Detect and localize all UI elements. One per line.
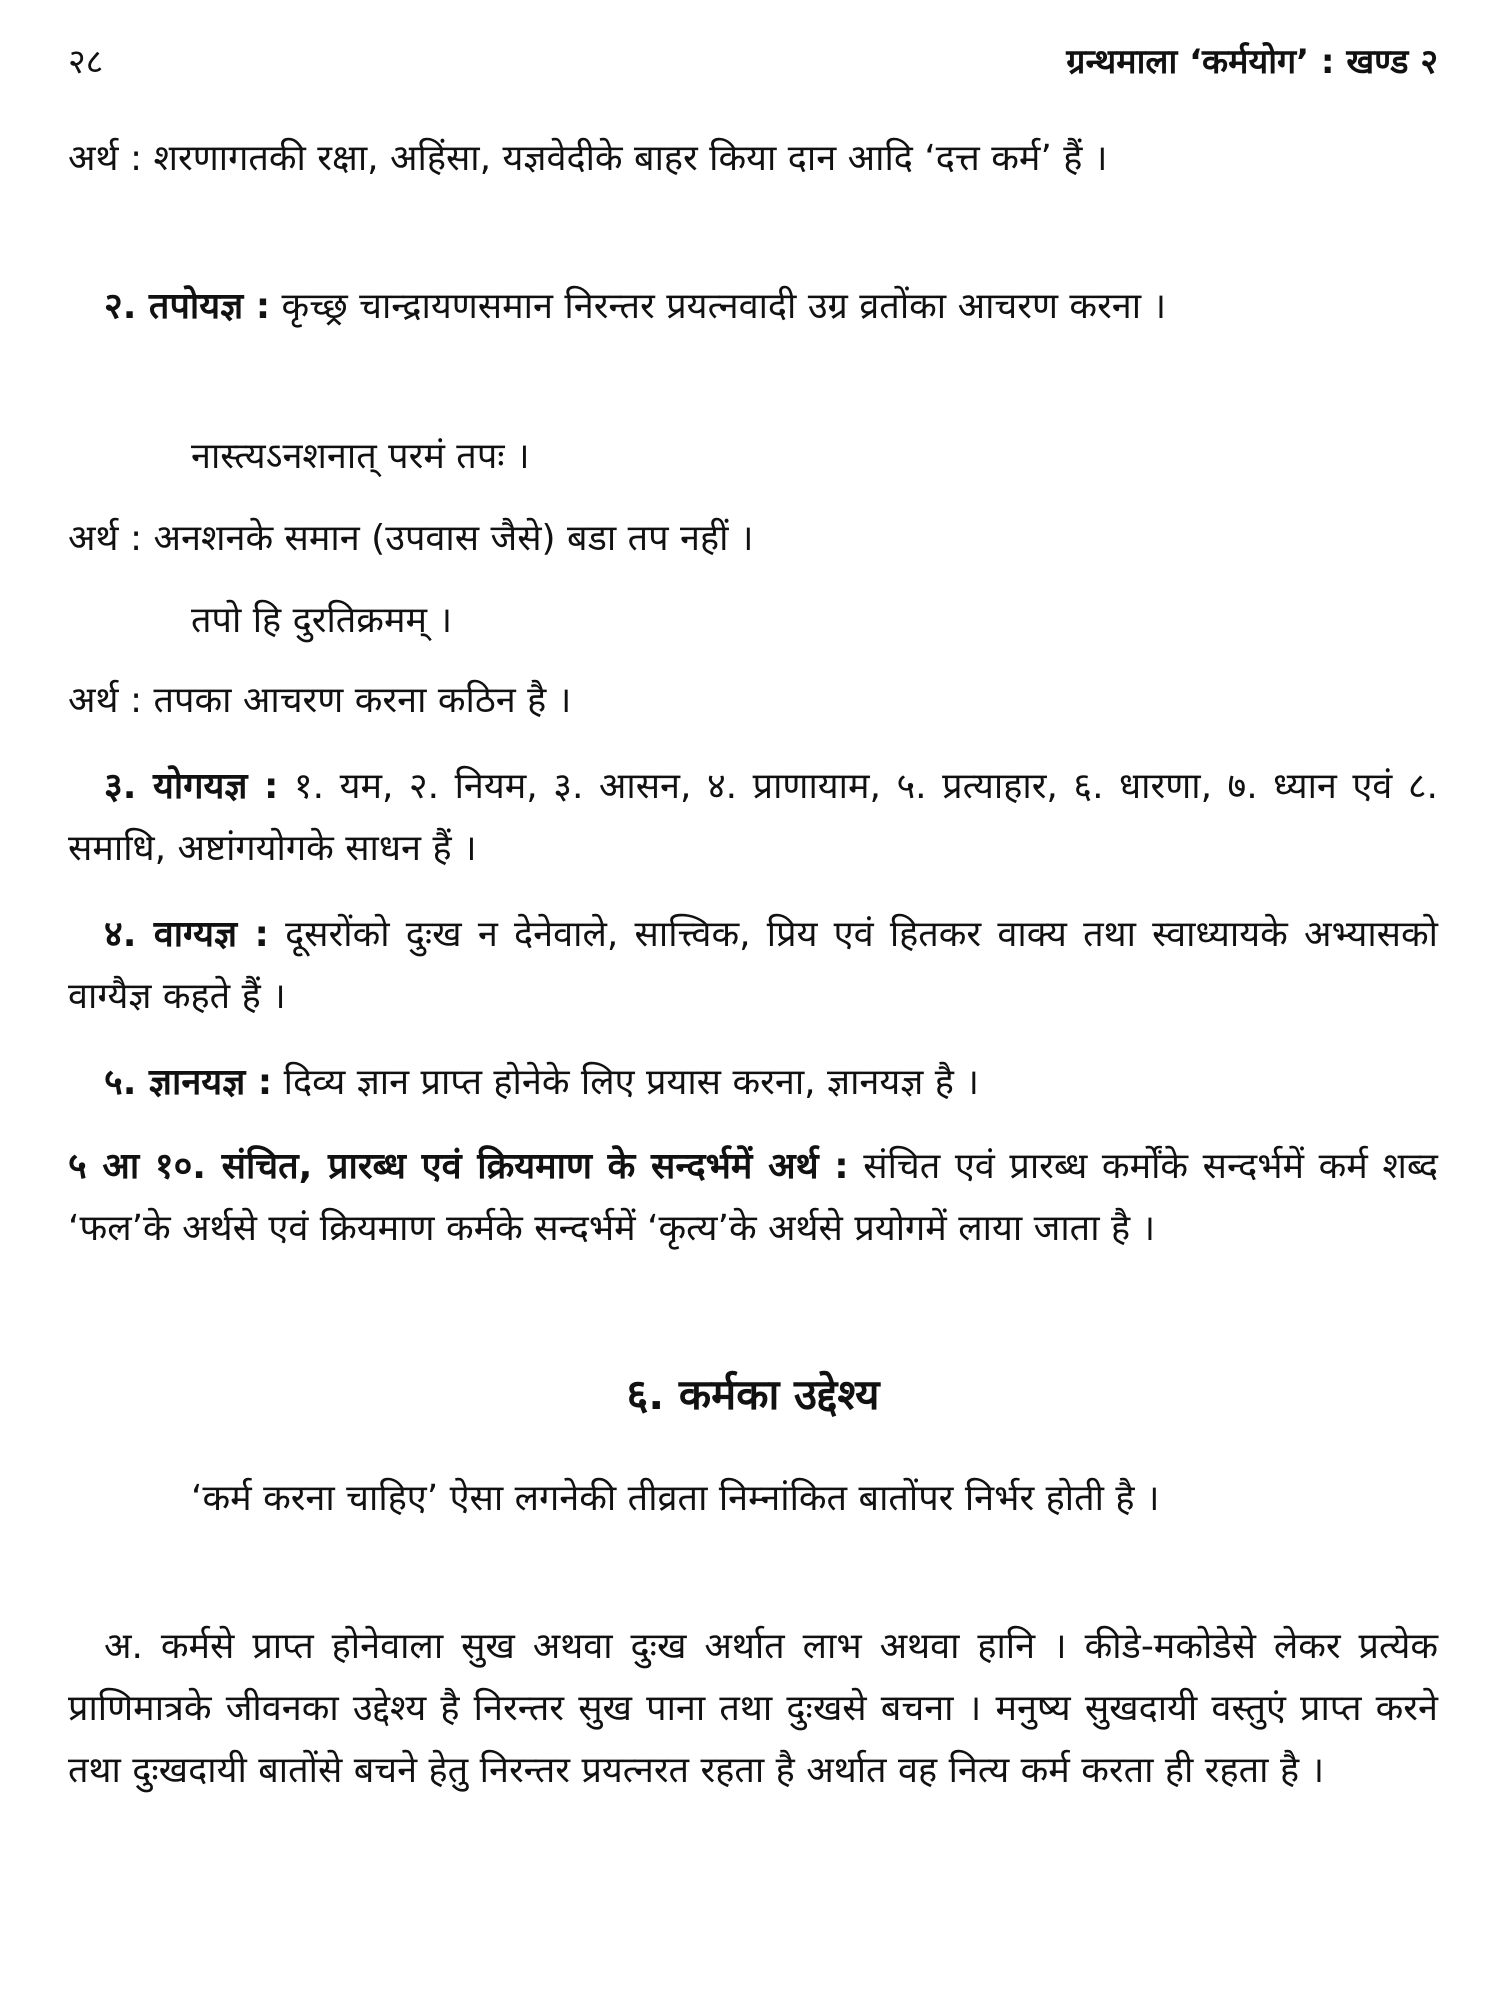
section-heading: ६. कर्मका उद्देश्य (626, 1370, 880, 1419)
item-text: दिव्य ज्ञान प्राप्त होनेके लिए प्रयास करना, ज्ञानयज्ञ है । (272, 1062, 980, 1103)
running-head: ग्रन्थमाला ‘कर्मयोग’ : खण्ड २ (1066, 42, 1438, 82)
paragraph-sanchit-prarabdh-kriyaman (68, 1136, 1438, 1260)
paragraph-sukh-dukh: अ. कर्मसे प्राप्त होनेवाला सुख अथवा दुःख अर्थात लाभ अथवा हानि । कीडे-मकोडेसे लेकर प्रत्येक प्राणिमात्रके जीवनका उद्देश्य है निरन्तर सुख पाना तथा दुःखसे बचना । मनुष्य सुखदायी वस्तुएं प्राप्त करने तथा दुःखदायी बातोंसे बचने हेतु निरन्तर प्रयत्नरत रहता है अर्थात वह नित्य कर्म करता ही रहता है । (68, 1626, 1438, 1791)
verse-1-meaning: अर्थ : अनशनके समान (उपवास जैसे) बडा तप नहीं । (68, 518, 754, 559)
list-item-jnanayajna (68, 1052, 1438, 1114)
item-text: कृच्छ्र चान्द्रायणसमान निरन्तर प्रयत्नवादी उग्र व्रतोंका आचरण करना । (270, 286, 1167, 327)
item-text: १. यम, २. नियम, ३. आसन, ४. प्राणायाम, ५. प्रत्याहार, ६. धारणा, ७. ध्यान एवं ८. समाधि, अष्टांगयोगके साधन हैं । (68, 766, 1438, 869)
page-number: २८ (68, 42, 104, 82)
paragraph-text: संचित एवं प्रारब्ध कर्मोंके सन्दर्भमें कर्म शब्द ‘फल’के अर्थसे एवं क्रियमाण कर्मके सन्दर्भमें ‘कृत्य’के अर्थसे प्रयोगमें लाया जाता है । (68, 1146, 1438, 1249)
sanskrit-verse-2: तपो हि दुरतिक्रमम् । (191, 600, 453, 641)
list-item-vagyajna (68, 904, 1438, 1028)
paragraph-intro: ‘कर्म करना चाहिए’ ऐसा लगनेकी तीव्रता निम्नांकित बातोंपर निर्भर होती है । (191, 1478, 1160, 1519)
paragraph-label: ५ आ १०. संचित, प्रारब्ध एवं क्रियमाण के सन्दर्भमें अर्थ : (68, 1146, 849, 1187)
item-label: ५. ज्ञानयज्ञ : (104, 1062, 273, 1103)
verse-2-meaning: अर्थ : तपका आचरण करना कठिन है । (68, 680, 572, 721)
list-item-yogayajna (68, 756, 1438, 880)
sanskrit-verse-1: नास्त्यऽनशनात् परमं तपः । (191, 436, 530, 477)
list-item-tapoyajna (68, 276, 1438, 338)
paragraph-datta-karma-meaning: अर्थ : शरणागतकी रक्षा, अहिंसा, यज्ञवेदीके बाहर किया दान आदि ‘दत्त कर्म’ हैं । (68, 138, 1108, 179)
page-header (68, 38, 1438, 86)
item-label: ४. वाग्यज्ञ : (104, 914, 269, 955)
item-label: २. तपोयज्ञ : (104, 286, 271, 327)
item-label: ३. योगयज्ञ : (104, 766, 279, 807)
item-text: दूसरोंको दुःख न देनेवाले, सात्त्विक, प्रिय एवं हितकर वाक्य तथा स्वाध्यायके अभ्यासको वाग्यैज्ञ कहते हैं । (68, 914, 1438, 1017)
